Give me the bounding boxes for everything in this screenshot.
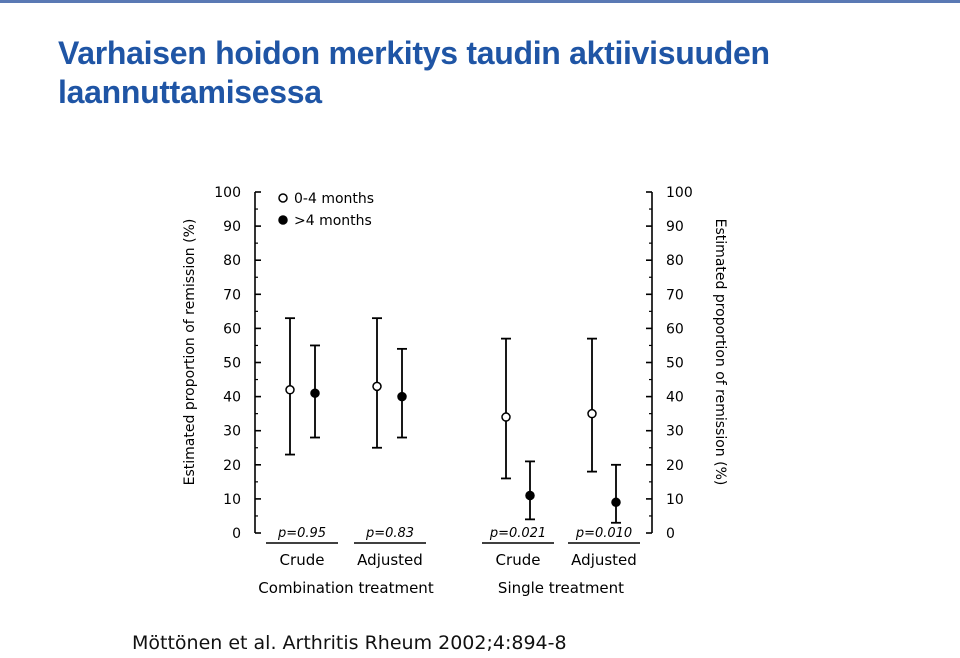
p-value-label: p=0.83: [365, 526, 415, 541]
citation: Möttönen et al. Arthritis Rheum 2002;4:894-8: [132, 632, 567, 654]
comparison-label: Adjusted: [571, 551, 637, 569]
y-axis-label-right: Estimated proportion of remission (%): [712, 218, 728, 486]
y-tick-label-right: 20: [666, 457, 684, 474]
comparison-label: Crude: [279, 551, 325, 569]
y-tick-label-right: 40: [666, 389, 684, 406]
comparison-label: Adjusted: [357, 551, 423, 569]
legend-marker: [279, 194, 287, 202]
x-axis-groups: [258, 526, 640, 597]
y-axis-right: [646, 185, 693, 542]
y-tick-label-left: 70: [223, 287, 241, 304]
p-value-label: p=0.95: [277, 526, 327, 541]
slide-title: Varhaisen hoidon merkitys taudin aktiivisuuden laannuttamisessa: [58, 35, 770, 110]
legend: [279, 191, 374, 229]
remission-chart: [170, 170, 760, 610]
y-tick-label-left: 90: [223, 219, 241, 236]
legend-label: >4 months: [294, 213, 372, 229]
y-axis-left: [214, 185, 261, 542]
y-tick-label-right: 30: [666, 423, 684, 440]
point-late: [311, 389, 319, 397]
y-tick-label-right: 100: [666, 185, 693, 201]
y-tick-label-right: 70: [666, 287, 684, 304]
y-tick-label-right: 0: [666, 526, 675, 542]
y-tick-label-left: 20: [223, 457, 241, 474]
y-tick-label-left: 100: [214, 185, 241, 201]
legend-marker: [279, 216, 287, 224]
group-label: Combination treatment: [258, 579, 434, 597]
point-late: [612, 498, 620, 506]
point-early: [502, 413, 510, 421]
y-tick-label-left: 80: [223, 253, 241, 270]
y-axis-label-left: Estimated proportion of remission (%): [182, 218, 198, 486]
point-late: [398, 393, 406, 401]
error-bars: [285, 318, 621, 523]
y-tick-label-right: 60: [666, 321, 684, 338]
y-tick-label-left: 50: [223, 355, 241, 372]
y-tick-label-left: 40: [223, 389, 241, 406]
p-value-label: p=0.021: [489, 526, 547, 541]
point-early: [588, 410, 596, 418]
y-tick-label-right: 50: [666, 355, 684, 372]
point-early: [286, 386, 294, 394]
top-rule: [0, 0, 960, 3]
y-tick-label-right: 80: [666, 253, 684, 270]
p-value-label: p=0.010: [575, 526, 633, 541]
y-tick-label-right: 10: [666, 491, 684, 508]
y-tick-label-left: 60: [223, 321, 241, 338]
comparison-label: Crude: [495, 551, 541, 569]
y-tick-label-left: 30: [223, 423, 241, 440]
group-label: Single treatment: [497, 579, 625, 597]
y-tick-label-left: 10: [223, 491, 241, 508]
point-early: [373, 382, 381, 390]
y-tick-label-right: 90: [666, 219, 684, 236]
legend-label: 0-4 months: [294, 191, 375, 207]
y-tick-label-left: 0: [232, 526, 241, 542]
point-late: [526, 491, 534, 499]
